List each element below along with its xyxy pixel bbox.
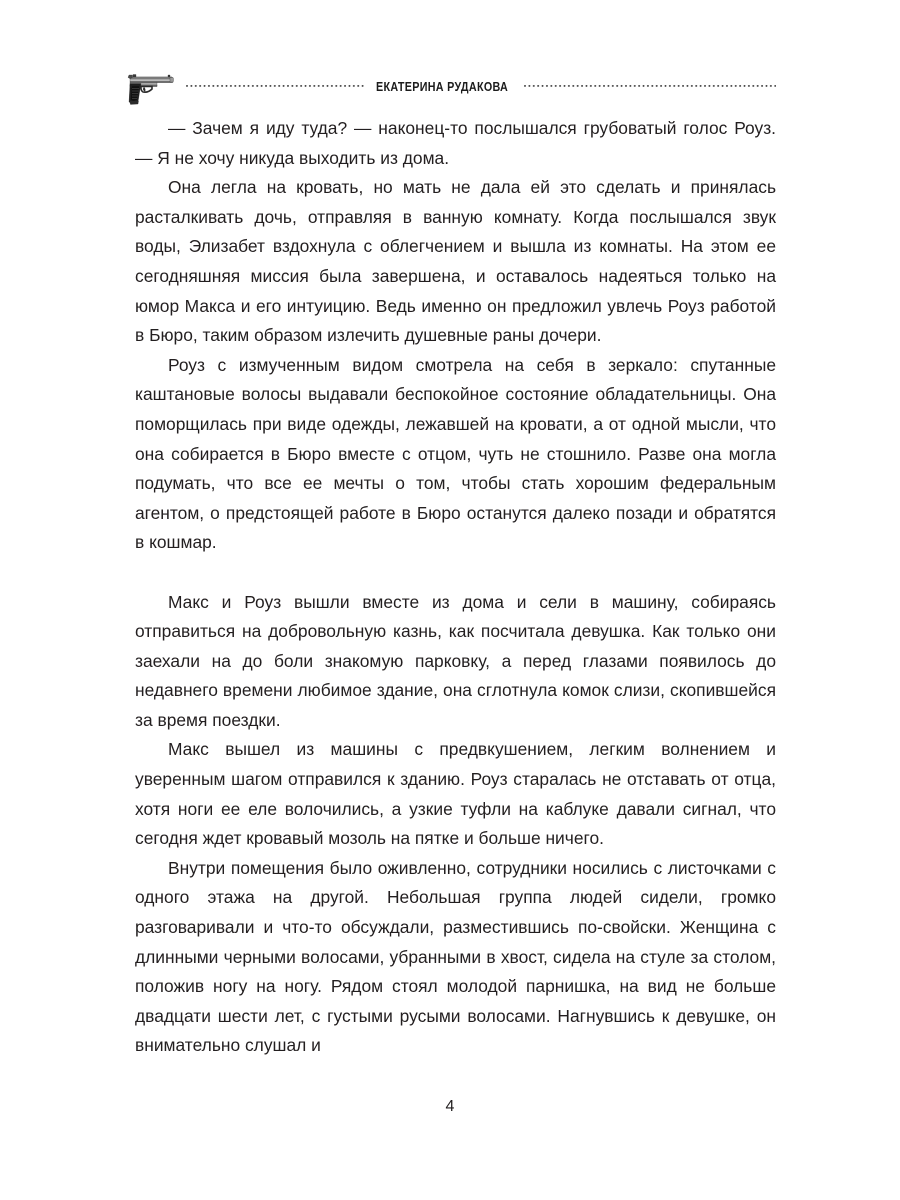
paragraph: Она легла на кровать, но мать не дала ей это сделать и принялась расталкивать дочь, отправляя в ванную комнату. Когда послышался звук воды, Элизабет вздохнула с облегчением и вышла из комнаты. На этом ее сегодняшняя миссия была завершена, и оставалось надеяться только на юмор Макса и его интуицию. Ведь именно он предложил увлечь Роуз работой в Бюро, таким образом излечить душевные раны дочери. (135, 177, 776, 346)
body-text (135, 114, 776, 1061)
paragraph: Роуз с измученным видом смотрела на себя в зеркало: спутанные каштановые волосы выдавали беспокойное состояние обладательницы. Она поморщилась при виде одежды, лежавшей на кровати, а от одной мысли, что она собирается в Бюро вместе с отцом, чуть не стошнило. Разве она могла подумать, что все ее мечты о том, чтобы стать хорошим федеральным агентом, о предстоящей работе в Бюро останутся далеко позади и обратятся в кошмар. (135, 354, 776, 553)
pistol-icon (126, 67, 176, 105)
header-rule-left (186, 80, 364, 94)
paragraph: Макс и Роуз вышли вместе из дома и сели в машину, собираясь отправиться на добровольную казнь, как посчитала девушка. Как только они заехали на до боли знакомую парковку, а перед глазами появилось до недавнего времени любимое здание, она сглотнула комок слизи, скопившейся за время поездки. (135, 591, 776, 730)
running-header (126, 66, 776, 106)
paragraph: — Зачем я иду туда? — наконец-то послышался грубоватый голос Роуз. — Я не хочу никуда выходить из дома. (135, 118, 776, 168)
paragraph: Внутри помещения было оживленно, сотрудники носились с листочками с одного этажа на другой. Небольшая группа людей сидели, громко разговаривали и что-то обсуждали, разместившись по-свойски. Женщина с длинными черными волосами, убранными в хвост, сидела на стуле за столом, положив ногу на ногу. Рядом стоял молодой парнишка, на вид не больше двадцати шести лет, с густыми русыми волосами. Нагнувшись к девушке, он внимательно слушал и (135, 857, 776, 1056)
author-name: ЕКАТЕРИНА РУДАКОВА (376, 79, 509, 94)
paragraph: Макс вышел из машины с предвкушением, легким волнением и уверенным шагом отправился к зданию. Роуз старалась не отставать от отца, хотя ноги ее еле волочились, а узкие туфли на каблуке давали сигнал, что сегодня ждет кровавый мозоль на пятке и больше ничего. (135, 739, 776, 849)
header-rule-right (524, 80, 776, 94)
page-number: 4 (445, 1098, 455, 1115)
